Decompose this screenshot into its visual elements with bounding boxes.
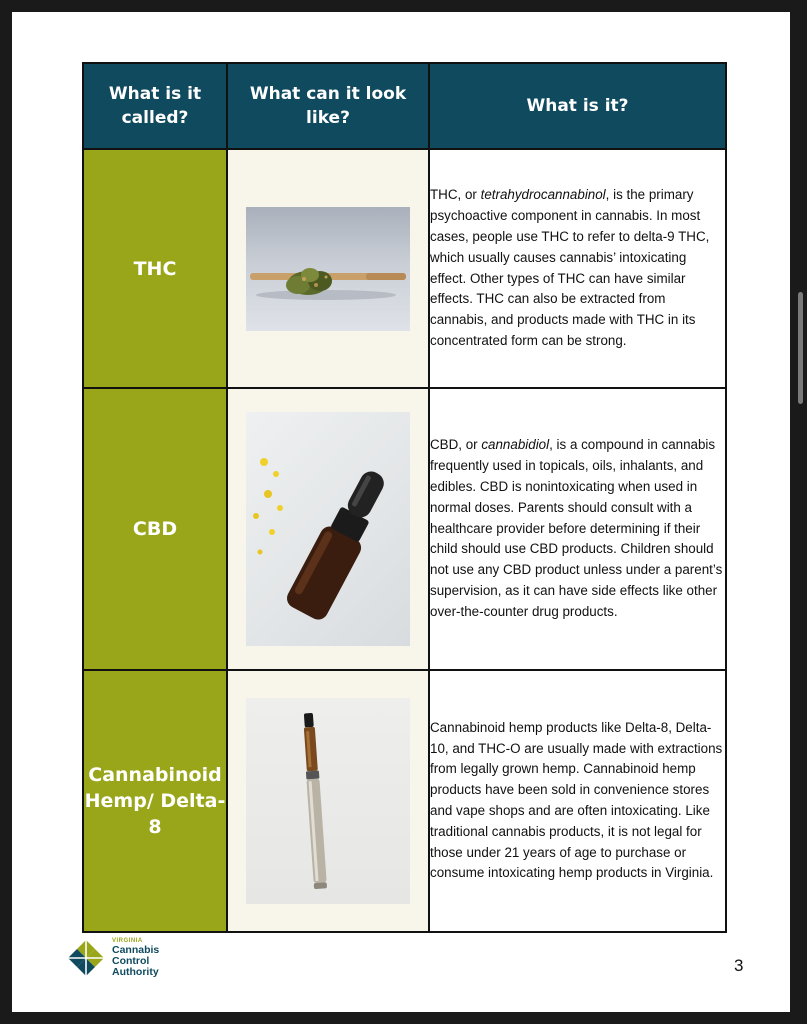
description-text: , is the primary psychoactive component in cannabis. In most cases, people use THC to refer to delta-9 THC, which usually causes cannabis’ intoxicating effect. Other types of THC can have similar effects. THC can also be extracted from cannabis, and products made with THC in its concentrated form can be strong. — [430, 187, 710, 348]
product-image-cell — [227, 670, 429, 932]
page-number: 3 — [734, 956, 744, 975]
description-text: CBD, or — [430, 437, 482, 453]
product-name-hemp-delta-8: Cannabinoid Hemp/ Delta-8 — [83, 670, 227, 932]
logo-org-line: Cannabis — [112, 944, 160, 956]
product-name-thc: THC — [83, 149, 227, 388]
logo-text — [112, 937, 159, 978]
description-text: THC, or — [430, 187, 481, 203]
logo-org-line: Control — [112, 955, 150, 967]
table-row — [83, 149, 726, 388]
header-what-is-it-called: What is it called? — [83, 63, 227, 149]
product-image-cell — [227, 149, 429, 388]
header-what-is-it: What is it? — [429, 63, 726, 149]
dropper-bottle-photo — [246, 412, 410, 646]
logo-org-line: Authority — [112, 966, 159, 978]
description-term: tetrahydrocannabinol — [480, 187, 606, 203]
table-row — [83, 388, 726, 670]
document-page — [12, 12, 790, 1012]
description-text: , is a compound in cannabis frequently used in topicals, oils, inhalants, and edibles. CBD is nonintoxicating when used in normal doses. Parents should consult with a healthcare provider before determining if their child should use CBD products. Children should not use any CBD product unless under a parent’s supervision, as it can have side effects like other over-the-counter drug products. — [430, 437, 723, 619]
header-what-can-it-look-like: What can it look like? — [227, 63, 429, 149]
description-text: Cannabinoid hemp products like Delta-8, Delta-10, and THC-O are usually made with extractions from legally grown hemp. Cannabinoid hemp products have been sold in convenience stores and vape shops and are often intoxicating. Like traditional cannabis products, it is not legal for those under 21 years of age to purchase or consume intoxicating hemp products in Virginia. — [430, 719, 723, 881]
product-name-cbd: CBD — [83, 388, 227, 670]
scrollbar-thumb[interactable] — [798, 292, 803, 404]
logo-diamond-icon — [66, 938, 106, 978]
product-description-hemp-delta-8 — [429, 670, 726, 932]
vape-pen-photo — [246, 698, 410, 904]
cannabis-control-authority-logo — [66, 937, 159, 978]
product-description-thc — [429, 149, 726, 388]
table-row — [83, 670, 726, 932]
product-image-cell — [227, 388, 429, 670]
product-description-cbd — [429, 388, 726, 670]
cannabis-products-table — [82, 62, 727, 933]
joint-photo — [246, 207, 410, 331]
table-header-row — [83, 63, 726, 149]
description-term: cannabidiol — [481, 437, 550, 453]
logo-state: VIRGINIA — [112, 938, 143, 944]
